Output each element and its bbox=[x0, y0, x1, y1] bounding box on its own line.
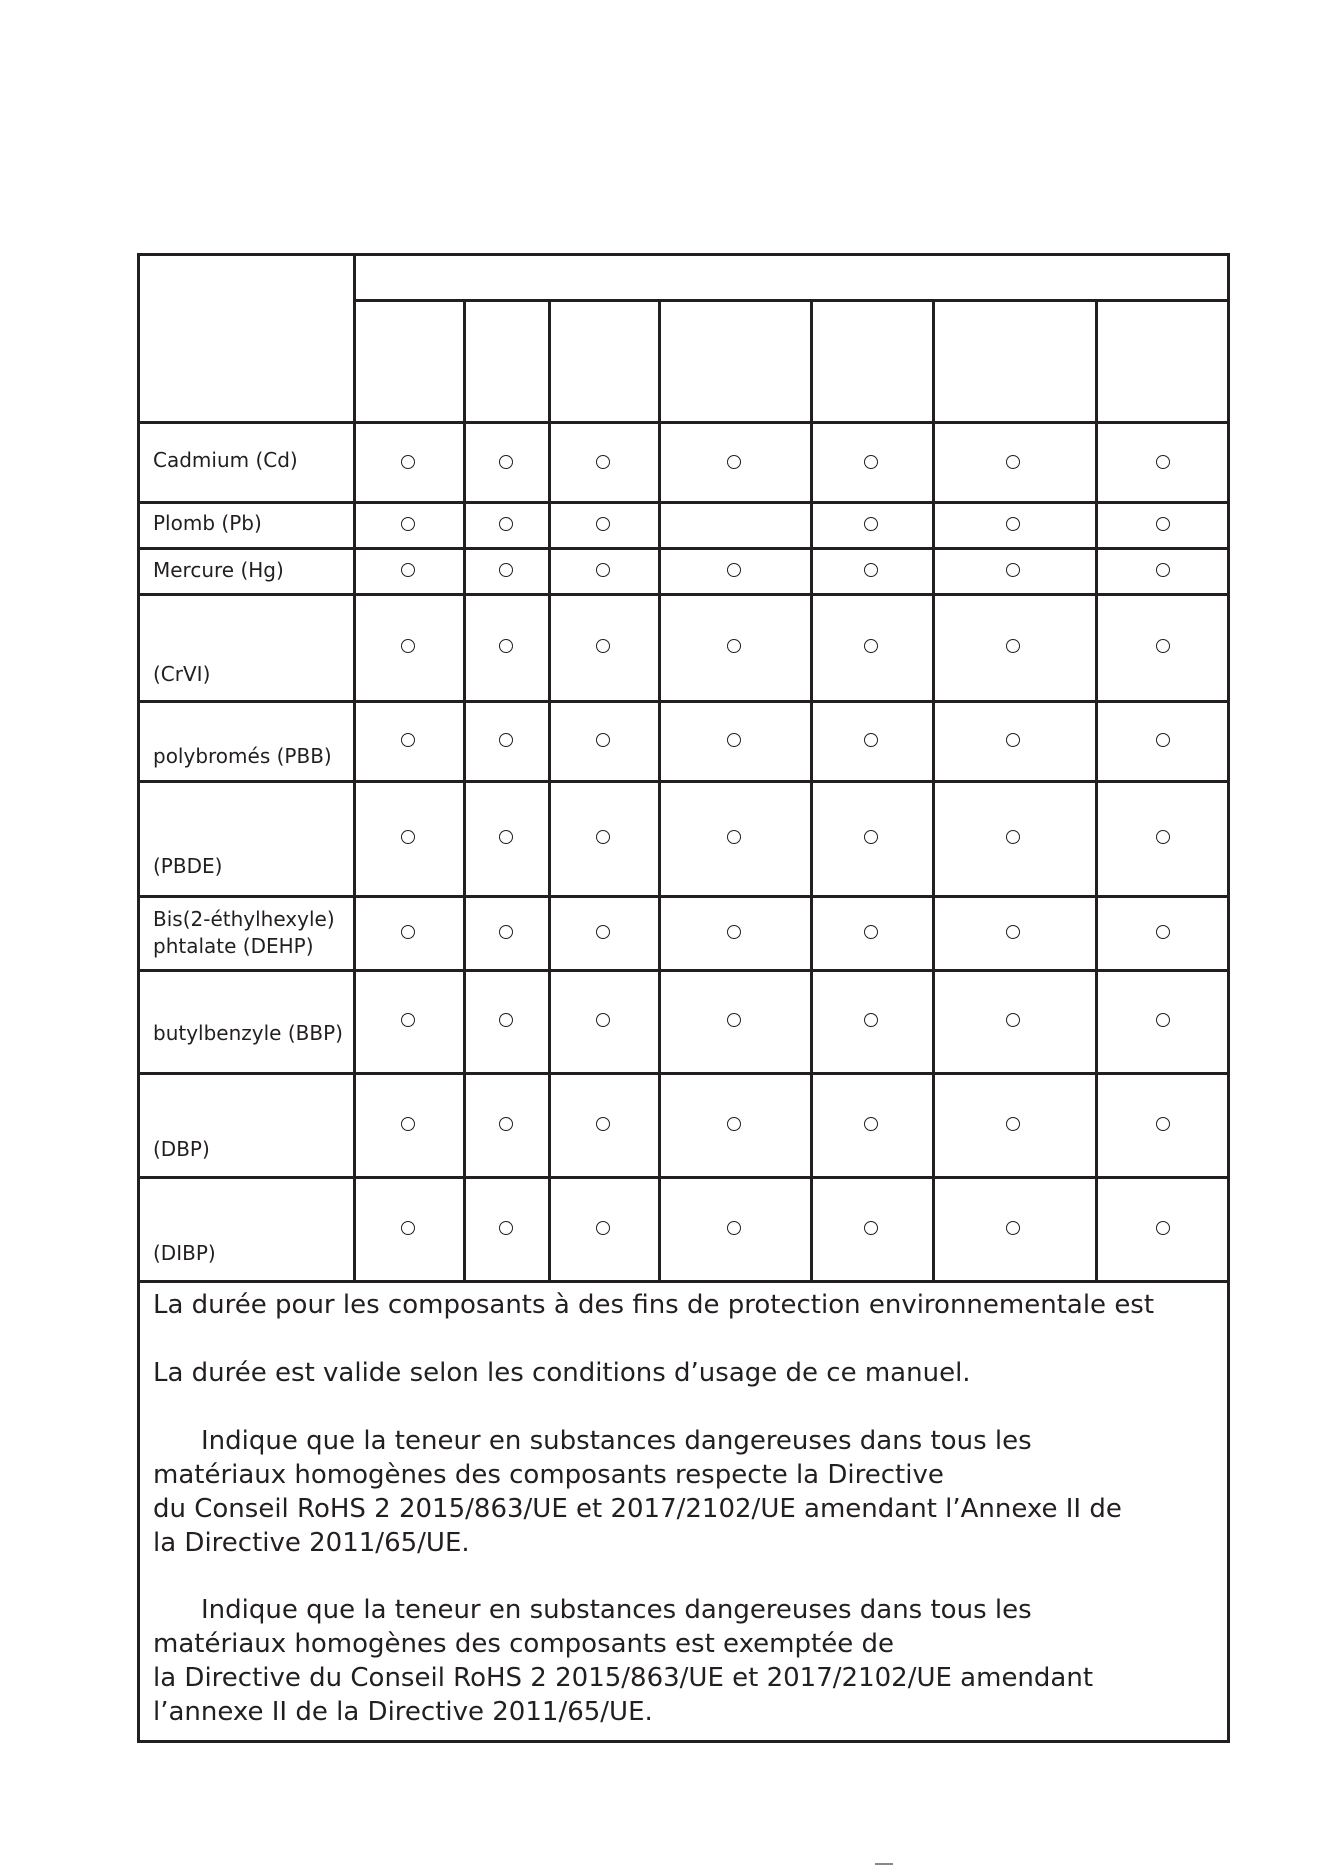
compliance-circle-mark bbox=[727, 563, 741, 577]
compliance-circle-mark bbox=[1156, 925, 1170, 939]
compliance-circle-mark bbox=[727, 1221, 741, 1235]
compliance-circle-mark bbox=[1156, 1013, 1170, 1027]
compliance-circle-mark bbox=[864, 1117, 878, 1131]
compliance-circle-mark bbox=[499, 517, 513, 531]
compliance-circle-mark bbox=[1156, 455, 1170, 469]
compliance-circle-mark bbox=[401, 517, 415, 531]
table-bottom-border bbox=[140, 1280, 1230, 1283]
substance-label: (DBP) bbox=[153, 1137, 210, 1161]
compliance-circle-mark bbox=[1156, 1117, 1170, 1131]
compliance-circle-mark bbox=[499, 1221, 513, 1235]
rohs-substance-table bbox=[137, 253, 1230, 1743]
substance-label: (DIBP) bbox=[153, 1241, 216, 1265]
compliance-circle-mark bbox=[401, 455, 415, 469]
compliance-circle-mark bbox=[596, 925, 610, 939]
compliance-circle-mark bbox=[499, 1117, 513, 1131]
column-divider bbox=[810, 299, 813, 1283]
exempt-note: Indique que la teneur en substances dangereuses dans tous les matériaux homogènes des composants est exemptée de la Directive du Conseil RoHS 2 2015/863/UE et 2017/2102/UE amendant l’annexe II de la Directive 2011/65/UE. bbox=[153, 1595, 1094, 1727]
row-divider bbox=[140, 547, 1230, 550]
compliance-circle-mark bbox=[864, 517, 878, 531]
compliance-circle-mark bbox=[499, 733, 513, 747]
substance-label: polybromés (PBB) bbox=[153, 744, 332, 768]
compliance-circle-mark bbox=[864, 925, 878, 939]
compliance-circle-mark bbox=[596, 455, 610, 469]
row-divider bbox=[140, 895, 1230, 898]
compliance-circle-mark bbox=[1006, 1013, 1020, 1027]
compliance-circle-mark bbox=[727, 830, 741, 844]
compliance-circle-mark bbox=[1006, 925, 1020, 939]
column-divider bbox=[548, 299, 551, 1283]
substance-label: (CrVI) bbox=[153, 662, 211, 686]
page-edge-mark bbox=[875, 1863, 893, 1865]
compliance-circle-mark bbox=[401, 1221, 415, 1235]
row-divider bbox=[140, 1072, 1230, 1075]
row-divider bbox=[140, 593, 1230, 596]
substance-label: (PBDE) bbox=[153, 854, 223, 878]
compliance-circle-mark bbox=[1006, 639, 1020, 653]
compliance-circle-mark bbox=[1156, 517, 1170, 531]
header-bottom-border bbox=[140, 421, 1230, 424]
compliance-circle-mark bbox=[1006, 1117, 1020, 1131]
compliance-circle-mark bbox=[1156, 639, 1170, 653]
compliance-circle-mark bbox=[401, 639, 415, 653]
compliance-circle-mark bbox=[727, 1117, 741, 1131]
compliance-circle-mark bbox=[401, 925, 415, 939]
compliance-circle-mark bbox=[596, 1013, 610, 1027]
compliance-circle-mark bbox=[727, 925, 741, 939]
compliance-circle-mark bbox=[499, 639, 513, 653]
compliance-circle-mark bbox=[1006, 1221, 1020, 1235]
compliance-circle-mark bbox=[596, 1117, 610, 1131]
compliance-circle-mark bbox=[727, 455, 741, 469]
substance-column-border bbox=[353, 256, 356, 1283]
substance-label: butylbenzyle (BBP) bbox=[153, 1021, 343, 1045]
compliance-circle-mark bbox=[596, 639, 610, 653]
compliance-circle-mark bbox=[1156, 830, 1170, 844]
compliance-circle-mark bbox=[401, 563, 415, 577]
duration-note: La durée pour les composants à des fins de protection environnementale est bbox=[153, 1290, 1155, 1320]
compliance-circle-mark bbox=[596, 1221, 610, 1235]
row-divider bbox=[140, 700, 1230, 703]
compliance-circle-mark bbox=[727, 639, 741, 653]
column-divider bbox=[932, 299, 935, 1283]
compliance-circle-mark bbox=[499, 925, 513, 939]
compliance-circle-mark bbox=[499, 563, 513, 577]
compliance-circle-mark bbox=[499, 1013, 513, 1027]
header-divider bbox=[353, 299, 1230, 302]
compliance-circle-mark bbox=[401, 733, 415, 747]
compliance-circle-mark bbox=[596, 563, 610, 577]
compliance-circle-mark bbox=[1006, 733, 1020, 747]
compliance-circle-mark bbox=[864, 733, 878, 747]
row-divider bbox=[140, 969, 1230, 972]
substance-label: Plomb (Pb) bbox=[153, 511, 262, 535]
compliance-circle-mark bbox=[1156, 563, 1170, 577]
compliance-circle-mark bbox=[864, 563, 878, 577]
compliance-circle-mark bbox=[1006, 830, 1020, 844]
column-divider bbox=[658, 299, 661, 1283]
column-divider bbox=[463, 299, 466, 1283]
compliance-circle-mark bbox=[864, 1221, 878, 1235]
compliance-circle-mark bbox=[401, 830, 415, 844]
compliance-circle-mark bbox=[596, 830, 610, 844]
substance-label: Cadmium (Cd) bbox=[153, 448, 298, 472]
compliance-circle-mark bbox=[1006, 563, 1020, 577]
row-divider bbox=[140, 780, 1230, 783]
compliance-circle-mark bbox=[596, 517, 610, 531]
compliance-circle-mark bbox=[1006, 517, 1020, 531]
compliance-circle-mark bbox=[864, 639, 878, 653]
compliance-circle-mark bbox=[727, 733, 741, 747]
substance-label: Mercure (Hg) bbox=[153, 558, 284, 582]
row-divider bbox=[140, 501, 1230, 504]
compliance-circle-mark bbox=[727, 1013, 741, 1027]
column-divider bbox=[1095, 299, 1098, 1283]
compliance-circle-mark bbox=[596, 733, 610, 747]
compliance-circle-mark bbox=[401, 1117, 415, 1131]
compliance-circle-mark bbox=[864, 1013, 878, 1027]
compliance-circle-mark bbox=[864, 455, 878, 469]
compliance-circle-mark bbox=[1156, 733, 1170, 747]
compliance-circle-mark bbox=[864, 830, 878, 844]
compliance-circle-mark bbox=[1156, 1221, 1170, 1235]
compliant-note: Indique que la teneur en substances dangereuses dans tous les matériaux homogènes des composants respecte la Directive du Conseil RoHS 2 2015/863/UE et 2017/2102/UE amendant l’Annexe II de la Directive 2011/65/UE. bbox=[153, 1426, 1122, 1558]
row-divider bbox=[140, 1176, 1230, 1179]
compliance-circle-mark bbox=[1006, 455, 1020, 469]
substance-label: Bis(2-éthylhexyle) phtalate (DEHP) bbox=[153, 907, 335, 958]
compliance-circle-mark bbox=[499, 830, 513, 844]
compliance-circle-mark bbox=[401, 1013, 415, 1027]
duration-validity-note: La durée est valide selon les conditions d’usage de ce manuel. bbox=[153, 1358, 971, 1388]
compliance-circle-mark bbox=[499, 455, 513, 469]
